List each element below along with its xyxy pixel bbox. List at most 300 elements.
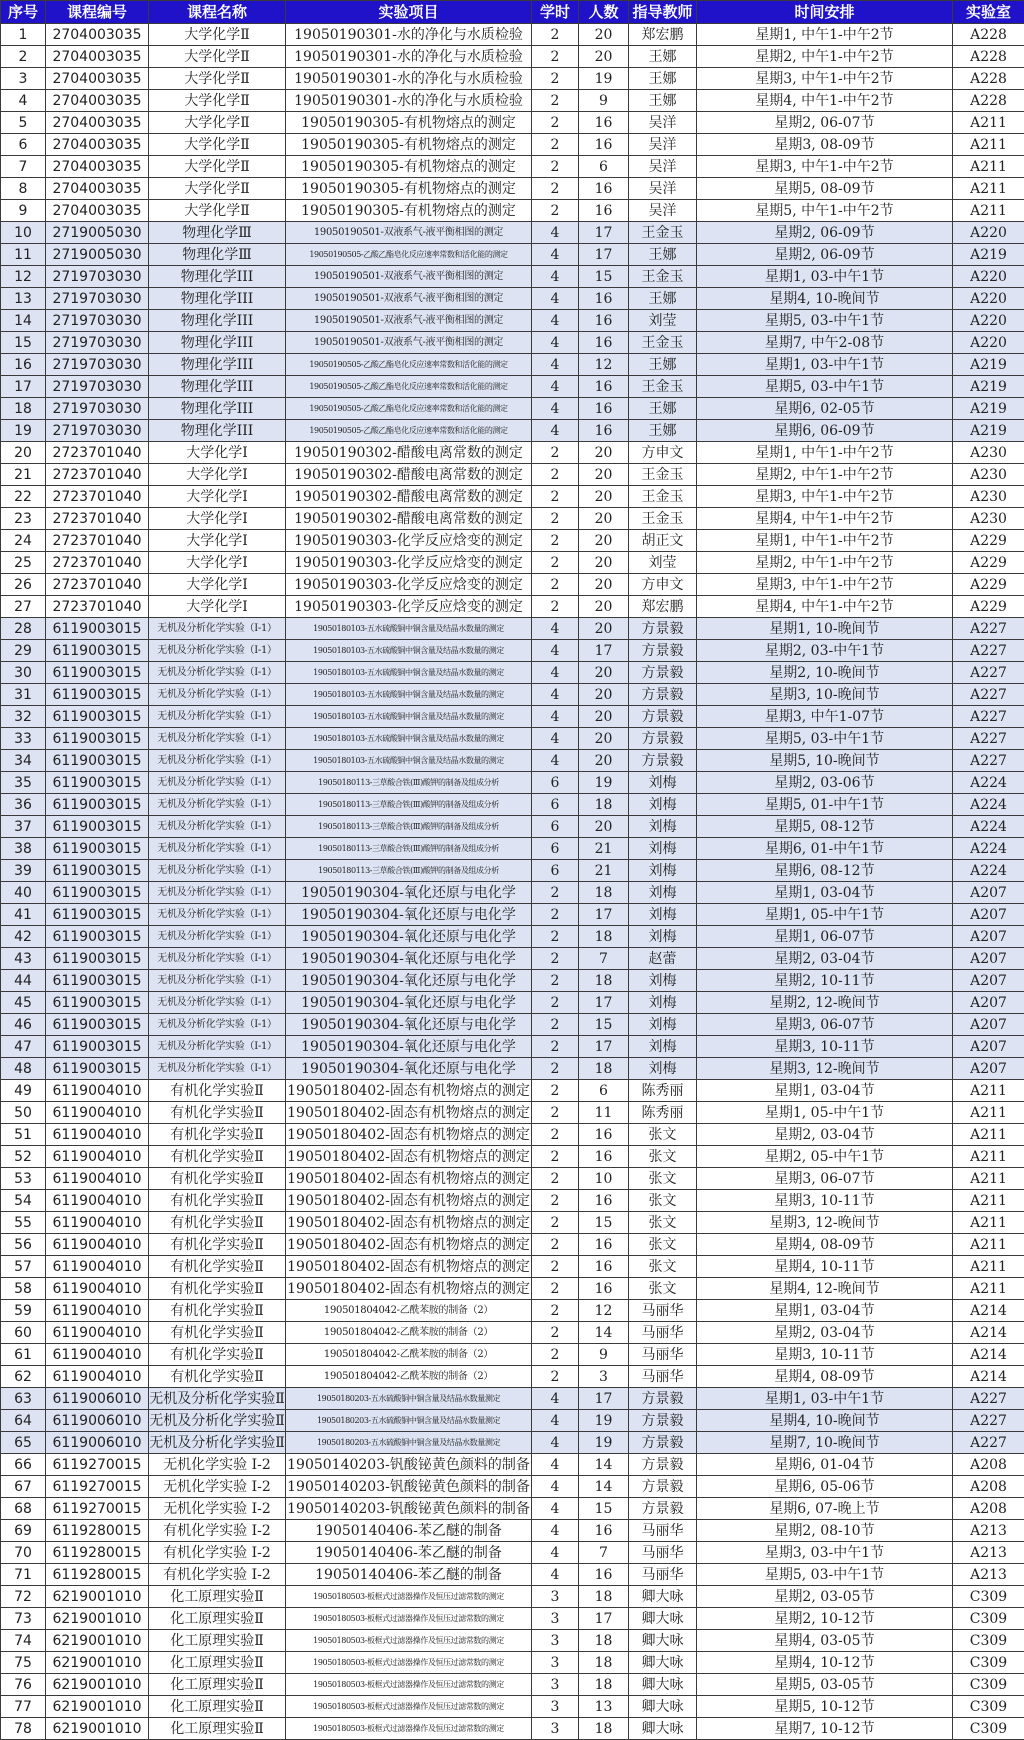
- cell-hours: 4: [532, 310, 579, 332]
- cell-lab: A220: [953, 266, 1024, 288]
- cell-lab: A227: [953, 1388, 1024, 1410]
- cell-schedule: 星期4, 10-11节: [697, 1256, 953, 1278]
- cell-course-name: 化工原理实验Ⅱ: [149, 1718, 286, 1740]
- cell-schedule: 星期4, 中午1-中午2节: [697, 90, 953, 112]
- cell-teacher: 方申文: [629, 442, 697, 464]
- table-row: [1, 134, 1024, 156]
- cell-course-name: 无机及分析化学实验（Ⅰ-1）: [149, 838, 286, 860]
- cell-index: 7: [1, 156, 46, 178]
- cell-course-code: 6119006010: [46, 1432, 149, 1454]
- cell-count: 9: [579, 90, 629, 112]
- table-row: [1, 772, 1024, 794]
- table-row: [1, 420, 1024, 442]
- cell-count: 16: [579, 178, 629, 200]
- cell-schedule: 星期2, 08-10节: [697, 1520, 953, 1542]
- col-header-course-code: 课程编号: [46, 1, 149, 24]
- cell-index: 20: [1, 442, 46, 464]
- cell-index: 16: [1, 354, 46, 376]
- table-row: [1, 222, 1024, 244]
- cell-teacher: 方景毅: [629, 1388, 697, 1410]
- cell-course-code: 2719703030: [46, 376, 149, 398]
- cell-index: 17: [1, 376, 46, 398]
- table-row: [1, 1652, 1024, 1674]
- cell-lab: A220: [953, 288, 1024, 310]
- cell-lab: A208: [953, 1498, 1024, 1520]
- cell-teacher: 陈秀丽: [629, 1102, 697, 1124]
- table-row: [1, 464, 1024, 486]
- cell-experiment: 19050180503-板框式过滤器操作及恒压过滤常数的测定: [286, 1718, 532, 1740]
- cell-experiment: 19050190501-双液系气-液平衡相图的测定: [286, 310, 532, 332]
- table-row: [1, 816, 1024, 838]
- cell-index: 75: [1, 1652, 46, 1674]
- cell-hours: 2: [532, 24, 579, 46]
- cell-schedule: 星期3, 中午1-07节: [697, 706, 953, 728]
- cell-index: 46: [1, 1014, 46, 1036]
- cell-course-name: 物理化学III: [149, 310, 286, 332]
- table-row: [1, 1366, 1024, 1388]
- cell-index: 5: [1, 112, 46, 134]
- table-row: [1, 1058, 1024, 1080]
- cell-teacher: 王娜: [629, 90, 697, 112]
- cell-count: 15: [579, 1498, 629, 1520]
- cell-teacher: 卿大咏: [629, 1630, 697, 1652]
- cell-hours: 4: [532, 1388, 579, 1410]
- cell-course-name: 大学化学Ⅰ: [149, 464, 286, 486]
- table-row: [1, 948, 1024, 970]
- cell-schedule: 星期7, 10-12节: [697, 1718, 953, 1740]
- cell-hours: 2: [532, 1344, 579, 1366]
- cell-course-code: 2719703030: [46, 310, 149, 332]
- cell-hours: 2: [532, 200, 579, 222]
- cell-course-code: 6119006010: [46, 1410, 149, 1432]
- table-row: [1, 640, 1024, 662]
- cell-index: 48: [1, 1058, 46, 1080]
- cell-course-name: 化工原理实验Ⅱ: [149, 1674, 286, 1696]
- cell-schedule: 星期4, 中午1-中午2节: [697, 508, 953, 530]
- cell-index: 64: [1, 1410, 46, 1432]
- cell-lab: A207: [953, 992, 1024, 1014]
- cell-teacher: 卿大咏: [629, 1718, 697, 1740]
- cell-count: 20: [579, 530, 629, 552]
- cell-lab: A207: [953, 904, 1024, 926]
- cell-hours: 4: [532, 244, 579, 266]
- cell-course-code: 6119003015: [46, 662, 149, 684]
- cell-course-code: 6119004010: [46, 1234, 149, 1256]
- cell-course-name: 物理化学III: [149, 332, 286, 354]
- cell-experiment: 19050180203-五水硫酸铜中铜含量及结晶水数量测定: [286, 1410, 532, 1432]
- cell-lab: A211: [953, 112, 1024, 134]
- cell-lab: C309: [953, 1674, 1024, 1696]
- cell-schedule: 星期6, 08-12节: [697, 860, 953, 882]
- cell-experiment: 19050180113-三草酸合铁(Ⅲ)酸钾的制备及组成分析: [286, 816, 532, 838]
- table-row: [1, 310, 1024, 332]
- cell-hours: 2: [532, 1080, 579, 1102]
- cell-teacher: 方景毅: [629, 706, 697, 728]
- cell-experiment: 19050180503-板框式过滤器操作及恒压过滤常数的测定: [286, 1608, 532, 1630]
- cell-course-code: 6119003015: [46, 1036, 149, 1058]
- cell-course-name: 有机化学实验Ⅱ: [149, 1344, 286, 1366]
- cell-lab: A227: [953, 684, 1024, 706]
- cell-course-code: 6119004010: [46, 1102, 149, 1124]
- cell-lab: A214: [953, 1322, 1024, 1344]
- table-row: [1, 794, 1024, 816]
- cell-lab: A229: [953, 574, 1024, 596]
- table-row: [1, 1168, 1024, 1190]
- cell-schedule: 星期4, 10-晚间节: [697, 1410, 953, 1432]
- cell-experiment: 19050190501-双液系气-液平衡相图的测定: [286, 266, 532, 288]
- cell-count: 20: [579, 684, 629, 706]
- cell-experiment: 19050190303-化学反应焓变的测定: [286, 596, 532, 618]
- cell-schedule: 星期2, 03-06节: [697, 772, 953, 794]
- cell-hours: 4: [532, 1498, 579, 1520]
- cell-schedule: 星期2, 05-中午1节: [697, 1146, 953, 1168]
- cell-experiment: 19050140406-苯乙醚的制备: [286, 1520, 532, 1542]
- cell-experiment: 19050180402-固态有机物熔点的测定: [286, 1168, 532, 1190]
- cell-schedule: 星期7, 10-晚间节: [697, 1432, 953, 1454]
- cell-experiment: 19050180503-板框式过滤器操作及恒压过滤常数的测定: [286, 1674, 532, 1696]
- cell-teacher: 方景毅: [629, 1454, 697, 1476]
- cell-lab: A207: [953, 1058, 1024, 1080]
- cell-teacher: 卿大咏: [629, 1608, 697, 1630]
- table-row: [1, 1080, 1024, 1102]
- table-row: [1, 288, 1024, 310]
- cell-index: 70: [1, 1542, 46, 1564]
- cell-course-code: 6119003015: [46, 970, 149, 992]
- cell-course-name: 无机及分析化学实验（Ⅰ-1）: [149, 992, 286, 1014]
- cell-count: 14: [579, 1454, 629, 1476]
- cell-hours: 4: [532, 1542, 579, 1564]
- cell-experiment: 19050180503-板框式过滤器操作及恒压过滤常数的测定: [286, 1652, 532, 1674]
- cell-count: 20: [579, 816, 629, 838]
- cell-experiment: 19050140203-钒酸铋黄色颜料的制备: [286, 1476, 532, 1498]
- col-header-index: 序号: [1, 1, 46, 24]
- table-row: [1, 596, 1024, 618]
- cell-teacher: 方申文: [629, 574, 697, 596]
- cell-course-name: 大学化学Ⅱ: [149, 178, 286, 200]
- cell-hours: 4: [532, 750, 579, 772]
- cell-experiment: 19050190305-有机物熔点的测定: [286, 134, 532, 156]
- cell-schedule: 星期5, 03-中午1节: [697, 310, 953, 332]
- cell-schedule: 星期5, 10-12节: [697, 1696, 953, 1718]
- cell-course-name: 无机及分析化学实验（Ⅰ-1）: [149, 640, 286, 662]
- table-row: [1, 618, 1024, 640]
- cell-course-name: 无机及分析化学实验（Ⅰ-1）: [149, 948, 286, 970]
- cell-count: 15: [579, 1212, 629, 1234]
- cell-teacher: 刘梅: [629, 816, 697, 838]
- cell-index: 69: [1, 1520, 46, 1542]
- table-row: [1, 1300, 1024, 1322]
- cell-schedule: 星期2, 06-09节: [697, 222, 953, 244]
- cell-teacher: 卿大咏: [629, 1652, 697, 1674]
- cell-course-name: 无机及分析化学实验（Ⅰ-1）: [149, 1014, 286, 1036]
- cell-course-code: 2704003035: [46, 24, 149, 46]
- cell-course-name: 大学化学Ⅰ: [149, 486, 286, 508]
- cell-experiment: 19050190304-氧化还原与电化学: [286, 1036, 532, 1058]
- cell-lab: C309: [953, 1630, 1024, 1652]
- cell-course-name: 大学化学Ⅱ: [149, 46, 286, 68]
- cell-index: 35: [1, 772, 46, 794]
- cell-lab: C309: [953, 1718, 1024, 1740]
- cell-course-code: 6119003015: [46, 992, 149, 1014]
- cell-course-code: 6119270015: [46, 1454, 149, 1476]
- cell-course-code: 6219001010: [46, 1586, 149, 1608]
- cell-experiment: 19050180404​2-乙酰苯胺的制备（2）: [286, 1322, 532, 1344]
- cell-schedule: 星期3, 中午1-中午2节: [697, 156, 953, 178]
- cell-schedule: 星期3, 03-中午1节: [697, 1542, 953, 1564]
- cell-index: 23: [1, 508, 46, 530]
- cell-course-code: 6119006010: [46, 1388, 149, 1410]
- cell-schedule: 星期2, 03-04节: [697, 948, 953, 970]
- cell-hours: 3: [532, 1586, 579, 1608]
- cell-experiment: 19050190303-化学反应焓变的测定: [286, 552, 532, 574]
- cell-teacher: 胡正文: [629, 530, 697, 552]
- cell-hours: 3: [532, 1696, 579, 1718]
- cell-schedule: 星期7, 中午2-08节: [697, 332, 953, 354]
- table-row: [1, 992, 1024, 1014]
- cell-course-name: 大学化学Ⅱ: [149, 90, 286, 112]
- cell-count: 18: [579, 1652, 629, 1674]
- cell-lab: A211: [953, 1190, 1024, 1212]
- cell-schedule: 星期5, 03-05节: [697, 1674, 953, 1696]
- cell-experiment: 19050180103-五水硫酸铜中铜含量及结晶水数量的测定: [286, 684, 532, 706]
- table-row: [1, 552, 1024, 574]
- cell-index: 54: [1, 1190, 46, 1212]
- cell-experiment: 19050180103-五水硫酸铜中铜含量及结晶水数量的测定: [286, 662, 532, 684]
- cell-lab: A213: [953, 1564, 1024, 1586]
- cell-course-name: 大学化学Ⅰ: [149, 508, 286, 530]
- table-row: [1, 156, 1024, 178]
- cell-hours: 2: [532, 156, 579, 178]
- cell-course-code: 6119004010: [46, 1146, 149, 1168]
- cell-lab: A228: [953, 46, 1024, 68]
- col-header-hours: 学时: [532, 1, 579, 24]
- cell-lab: A230: [953, 508, 1024, 530]
- cell-experiment: 19050180503-板框式过滤器操作及恒压过滤常数的测定: [286, 1696, 532, 1718]
- cell-index: 61: [1, 1344, 46, 1366]
- cell-count: 19: [579, 1432, 629, 1454]
- cell-course-name: 大学化学Ⅱ: [149, 68, 286, 90]
- cell-count: 18: [579, 882, 629, 904]
- col-header-count: 人数: [579, 1, 629, 24]
- cell-teacher: 吴洋: [629, 178, 697, 200]
- cell-count: 21: [579, 860, 629, 882]
- cell-index: 28: [1, 618, 46, 640]
- cell-teacher: 方景毅: [629, 1432, 697, 1454]
- cell-hours: 4: [532, 706, 579, 728]
- cell-experiment: 19050190304-氧化还原与电化学: [286, 904, 532, 926]
- cell-index: 19: [1, 420, 46, 442]
- cell-experiment: 19050190304-氧化还原与电化学: [286, 1058, 532, 1080]
- cell-experiment: 19050190505-乙酸乙酯皂化反应速率常数和活化能的测定: [286, 376, 532, 398]
- cell-hours: 2: [532, 134, 579, 156]
- cell-count: 17: [579, 1036, 629, 1058]
- cell-count: 19: [579, 772, 629, 794]
- cell-schedule: 星期2, 06-07节: [697, 112, 953, 134]
- cell-index: 6: [1, 134, 46, 156]
- cell-teacher: 张文: [629, 1278, 697, 1300]
- cell-lab: A211: [953, 1256, 1024, 1278]
- cell-lab: A224: [953, 794, 1024, 816]
- cell-course-name: 化工原理实验Ⅱ: [149, 1652, 286, 1674]
- cell-count: 16: [579, 134, 629, 156]
- cell-index: 74: [1, 1630, 46, 1652]
- cell-lab: A224: [953, 816, 1024, 838]
- cell-course-code: 6119003015: [46, 640, 149, 662]
- table-row: [1, 90, 1024, 112]
- cell-experiment: 19050190505-乙酸乙酯皂化反应速率常数和活化能的测定: [286, 420, 532, 442]
- cell-experiment: 19050180404​2-乙酰苯胺的制备（2）: [286, 1366, 532, 1388]
- cell-hours: 2: [532, 926, 579, 948]
- cell-count: 16: [579, 1146, 629, 1168]
- cell-lab: A230: [953, 486, 1024, 508]
- cell-experiment: 19050190302-醋酸电离常数的测定: [286, 464, 532, 486]
- cell-hours: 6: [532, 772, 579, 794]
- cell-count: 12: [579, 1300, 629, 1322]
- cell-teacher: 王娜: [629, 288, 697, 310]
- cell-experiment: 19050180402-固态有机物熔点的测定: [286, 1146, 532, 1168]
- cell-hours: 4: [532, 376, 579, 398]
- header-row: [1, 1, 1024, 24]
- cell-teacher: 方景毅: [629, 1410, 697, 1432]
- cell-index: 56: [1, 1234, 46, 1256]
- cell-teacher: 马丽华: [629, 1366, 697, 1388]
- col-header-teacher: 指导教师: [629, 1, 697, 24]
- table-row: [1, 904, 1024, 926]
- cell-schedule: 星期1, 03-中午1节: [697, 354, 953, 376]
- cell-index: 50: [1, 1102, 46, 1124]
- cell-count: 20: [579, 596, 629, 618]
- cell-experiment: 19050180113-三草酸合铁(Ⅲ)酸钾的制备及组成分析: [286, 838, 532, 860]
- table-row: [1, 728, 1024, 750]
- cell-lab: A227: [953, 750, 1024, 772]
- cell-course-code: 6119004010: [46, 1300, 149, 1322]
- cell-teacher: 刘莹: [629, 552, 697, 574]
- cell-course-name: 无机及分析化学实验Ⅱ: [149, 1388, 286, 1410]
- cell-lab: A219: [953, 354, 1024, 376]
- cell-index: 57: [1, 1256, 46, 1278]
- table-row: [1, 1586, 1024, 1608]
- cell-teacher: 卿大咏: [629, 1586, 697, 1608]
- cell-hours: 2: [532, 1212, 579, 1234]
- cell-course-code: 6119004010: [46, 1366, 149, 1388]
- cell-index: 18: [1, 398, 46, 420]
- cell-experiment: 19050190304-氧化还原与电化学: [286, 970, 532, 992]
- cell-teacher: 马丽华: [629, 1520, 697, 1542]
- cell-schedule: 星期4, 08-09节: [697, 1366, 953, 1388]
- cell-hours: 2: [532, 442, 579, 464]
- cell-course-code: 6119004010: [46, 1256, 149, 1278]
- cell-course-name: 有机化学实验Ⅱ: [149, 1234, 286, 1256]
- table-row: [1, 1036, 1024, 1058]
- cell-schedule: 星期5, 01-中午1节: [697, 794, 953, 816]
- table-row: [1, 354, 1024, 376]
- cell-hours: 2: [532, 464, 579, 486]
- table-row: [1, 1696, 1024, 1718]
- cell-teacher: 刘梅: [629, 992, 697, 1014]
- cell-index: 65: [1, 1432, 46, 1454]
- col-header-course-name: 课程名称: [149, 1, 286, 24]
- cell-teacher: 王娜: [629, 46, 697, 68]
- cell-hours: 2: [532, 1234, 579, 1256]
- cell-course-name: 有机化学实验Ⅱ: [149, 1190, 286, 1212]
- cell-course-code: 2723701040: [46, 486, 149, 508]
- cell-count: 6: [579, 156, 629, 178]
- cell-teacher: 王金玉: [629, 266, 697, 288]
- cell-hours: 2: [532, 46, 579, 68]
- cell-course-name: 有机化学实验 Ⅰ-2: [149, 1520, 286, 1542]
- cell-count: 15: [579, 1014, 629, 1036]
- cell-index: 72: [1, 1586, 46, 1608]
- cell-lab: C309: [953, 1652, 1024, 1674]
- cell-course-code: 6119003015: [46, 882, 149, 904]
- cell-lab: A207: [953, 948, 1024, 970]
- cell-schedule: 星期5, 03-中午1节: [697, 376, 953, 398]
- cell-count: 20: [579, 46, 629, 68]
- cell-teacher: 张文: [629, 1146, 697, 1168]
- table-row: [1, 442, 1024, 464]
- cell-count: 20: [579, 618, 629, 640]
- cell-lab: A211: [953, 134, 1024, 156]
- table-row: [1, 1124, 1024, 1146]
- cell-schedule: 星期6, 01-中午1节: [697, 838, 953, 860]
- cell-count: 17: [579, 1608, 629, 1630]
- cell-course-name: 大学化学Ⅱ: [149, 112, 286, 134]
- cell-course-name: 无机及分析化学实验（Ⅰ-1）: [149, 662, 286, 684]
- table-row: [1, 1234, 1024, 1256]
- cell-course-code: 2704003035: [46, 156, 149, 178]
- cell-course-code: 2704003035: [46, 46, 149, 68]
- cell-course-code: 6119003015: [46, 838, 149, 860]
- cell-experiment: 19050190301-水的净化与水质检验: [286, 68, 532, 90]
- cell-lab: A224: [953, 838, 1024, 860]
- cell-lab: A211: [953, 1168, 1024, 1190]
- table-row: [1, 750, 1024, 772]
- cell-count: 17: [579, 244, 629, 266]
- cell-count: 19: [579, 68, 629, 90]
- cell-hours: 4: [532, 1520, 579, 1542]
- cell-hours: 2: [532, 90, 579, 112]
- cell-hours: 2: [532, 178, 579, 200]
- cell-lab: A211: [953, 200, 1024, 222]
- cell-hours: 4: [532, 1564, 579, 1586]
- cell-count: 17: [579, 222, 629, 244]
- cell-experiment: 19050190505-乙酸乙酯皂化反应速率常数和活化能的测定: [286, 398, 532, 420]
- cell-schedule: 星期5, 03-中午1节: [697, 728, 953, 750]
- cell-lab: A211: [953, 1146, 1024, 1168]
- table-row: [1, 1388, 1024, 1410]
- cell-index: 31: [1, 684, 46, 706]
- cell-hours: 2: [532, 596, 579, 618]
- cell-count: 16: [579, 1190, 629, 1212]
- cell-course-code: 6119270015: [46, 1498, 149, 1520]
- cell-count: 20: [579, 486, 629, 508]
- cell-experiment: 19050190302-醋酸电离常数的测定: [286, 508, 532, 530]
- cell-lab: A219: [953, 244, 1024, 266]
- cell-index: 77: [1, 1696, 46, 1718]
- cell-schedule: 星期2, 中午1-中午2节: [697, 552, 953, 574]
- cell-experiment: 19050180103-五水硫酸铜中铜含量及结晶水数量的测定: [286, 618, 532, 640]
- cell-index: 43: [1, 948, 46, 970]
- cell-experiment: 19050180203-五水硫酸铜中铜含量及结晶水数量测定: [286, 1388, 532, 1410]
- cell-teacher: 刘梅: [629, 882, 697, 904]
- cell-experiment: 19050140203-钒酸铋黄色颜料的制备: [286, 1498, 532, 1520]
- table-row: [1, 1674, 1024, 1696]
- cell-count: 16: [579, 1124, 629, 1146]
- cell-course-name: 大学化学Ⅰ: [149, 552, 286, 574]
- cell-course-code: 6119003015: [46, 926, 149, 948]
- cell-index: 36: [1, 794, 46, 816]
- cell-index: 9: [1, 200, 46, 222]
